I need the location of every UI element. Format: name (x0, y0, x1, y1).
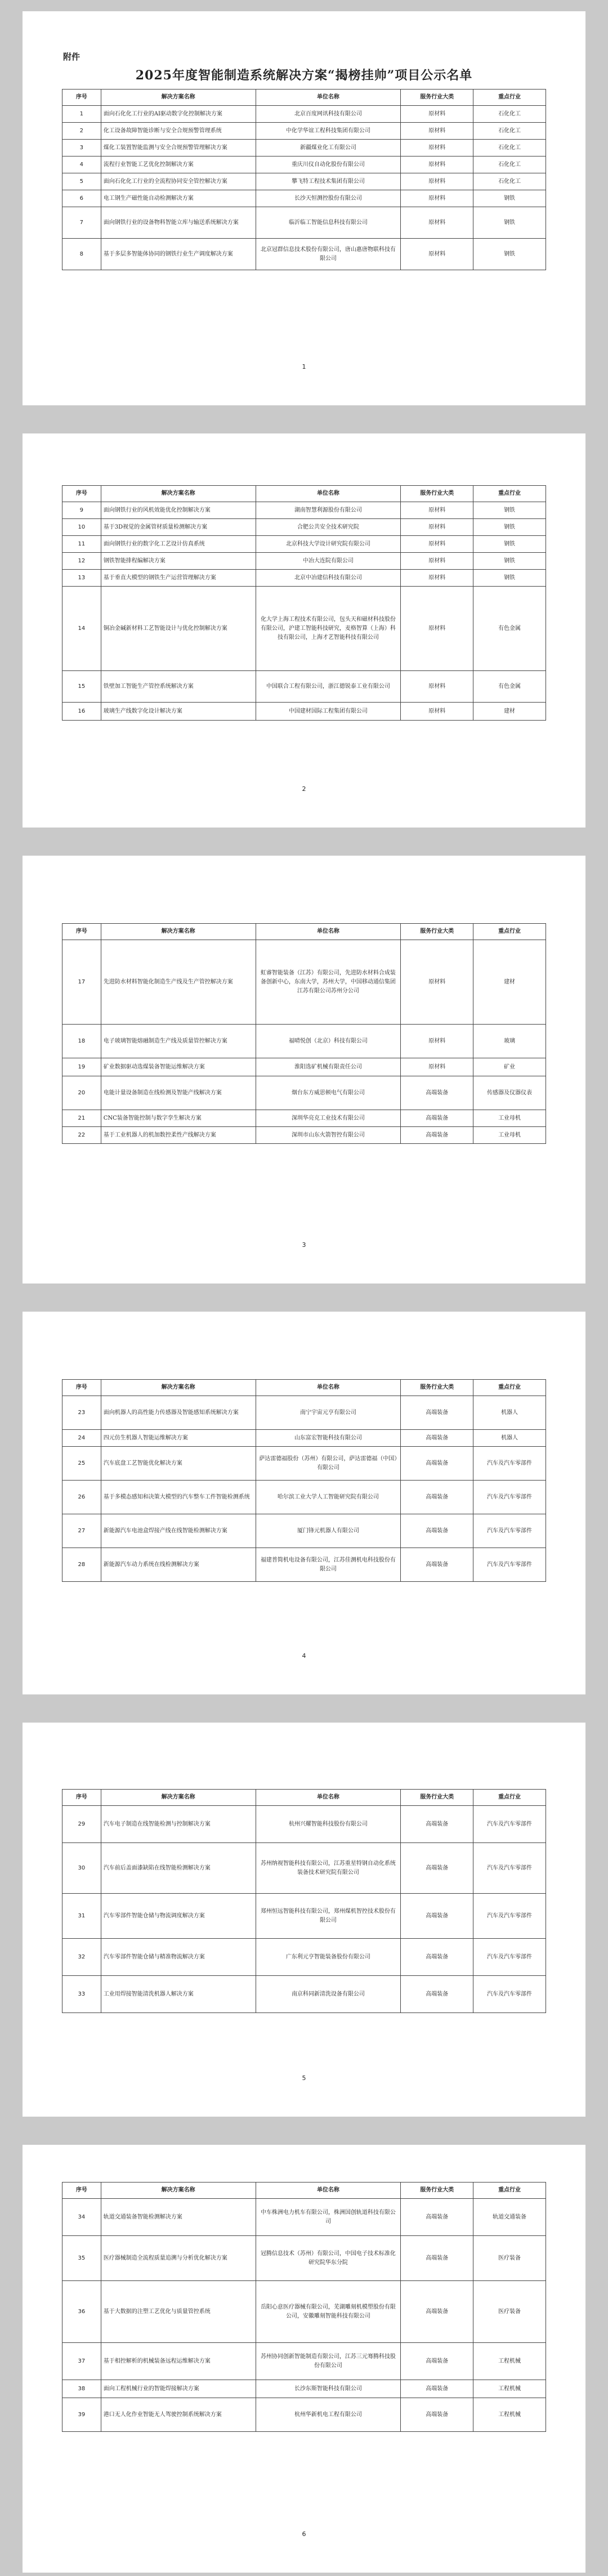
row-category: 原材料 (401, 502, 473, 519)
row-no: 18 (62, 1025, 101, 1058)
row-industry: 有色金属 (473, 671, 546, 703)
row-solution: 汽车零部件智能仓储与精准物流解决方案 (101, 1939, 256, 1976)
row-category: 高端装备 (401, 2281, 473, 2343)
row-category: 原材料 (401, 940, 473, 1025)
row-solution: 铜冶金碱新材料工艺智能设计与优化控制解决方案 (101, 587, 256, 671)
row-category: 高端装备 (401, 1548, 473, 1582)
row-solution: 煤化工装置智能监测与安全合规预警管理解决方案 (101, 140, 256, 156)
row-no: 20 (62, 1076, 101, 1110)
row-no: 25 (62, 1447, 101, 1481)
header-solution: 解决方案名称 (101, 486, 256, 502)
row-no: 12 (62, 553, 101, 570)
table-row (62, 940, 546, 1025)
row-no: 28 (62, 1548, 101, 1582)
page-number: 3 (302, 1241, 306, 1249)
row-industry: 有色金属 (473, 587, 546, 671)
table-row (62, 173, 546, 190)
row-category: 高端装备 (401, 2343, 473, 2380)
row-no: 2 (62, 123, 101, 140)
table-header-row (62, 90, 546, 106)
header-unit: 单位名称 (256, 90, 401, 106)
row-industry: 石化化工 (473, 156, 546, 173)
row-no: 22 (62, 1127, 101, 1144)
row-solution: 基于相控解析的机械装备远程运维解决方案 (101, 2343, 256, 2380)
row-solution: 电工钢生产磁性能自动检测解决方案 (101, 190, 256, 207)
row-industry: 汽车及汽车零部件 (473, 1976, 546, 2013)
row-unit: 北京冠群信息技术股份有限公司，唐山惠唐物联科技有限公司 (256, 239, 401, 270)
header-industry: 重点行业 (473, 2183, 546, 2199)
header-solution: 解决方案名称 (101, 1790, 256, 1806)
table-row (62, 1939, 546, 1976)
header-no: 序号 (62, 1380, 101, 1396)
row-category: 原材料 (401, 140, 473, 156)
table-row (62, 1058, 546, 1076)
row-unit: 深圳华亮克工业技术有限公司 (256, 1110, 401, 1127)
header-industry: 重点行业 (473, 924, 546, 940)
table-row (62, 2398, 546, 2432)
table-header-row (62, 1790, 546, 1806)
table-row (62, 2199, 546, 2236)
table-row (62, 1430, 546, 1447)
row-category: 原材料 (401, 123, 473, 140)
row-no: 36 (62, 2281, 101, 2343)
table-header-row (62, 2183, 546, 2199)
page-number: 2 (302, 785, 306, 793)
header-industry: 重点行业 (473, 1380, 546, 1396)
table-row (62, 1025, 546, 1058)
row-no: 39 (62, 2398, 101, 2432)
row-category: 原材料 (401, 207, 473, 239)
row-solution: 玻璃生产线数字化设计解决方案 (101, 703, 256, 721)
row-industry: 汽车及汽车零部件 (473, 1939, 546, 1976)
row-solution: 铁壁加工智能生产管控系统解决方案 (101, 671, 256, 703)
row-unit: 广东利元亨智能装备股份有限公司 (256, 1939, 401, 1976)
table-row (62, 502, 546, 519)
row-solution: 流程行业智能工艺优化控制解决方案 (101, 156, 256, 173)
row-unit: 深圳市山东火箭智控有限公司 (256, 1127, 401, 1144)
row-industry: 汽车及汽车零部件 (473, 1548, 546, 1582)
table-header-row (62, 486, 546, 502)
row-unit: 新疆煤业化工有限公司 (256, 140, 401, 156)
row-solution: 面向石化化工行业的全流程协同安全管控解决方案 (101, 173, 256, 190)
row-solution: 电子玻璃智能熔融制造生产线及质量管控解决方案 (101, 1025, 256, 1058)
row-industry: 石化化工 (473, 106, 546, 123)
document-page-3 (23, 856, 585, 1283)
table-row (62, 1076, 546, 1110)
row-category: 高端装备 (401, 1447, 473, 1481)
row-industry: 工业母机 (473, 1127, 546, 1144)
row-category: 高端装备 (401, 2199, 473, 2236)
header-solution: 解决方案名称 (101, 2183, 256, 2199)
row-category: 高端装备 (401, 1514, 473, 1548)
table-row (62, 123, 546, 140)
table-row (62, 570, 546, 587)
header-solution: 解决方案名称 (101, 924, 256, 940)
row-no: 35 (62, 2236, 101, 2281)
row-unit: 北京中冶建信科技有限公司 (256, 570, 401, 587)
table-row (62, 553, 546, 570)
row-industry: 钢铁 (473, 190, 546, 207)
row-unit: 北京科技大学设计研究院有限公司 (256, 536, 401, 553)
project-table-page-6 (62, 2182, 546, 2432)
row-industry: 工程机械 (473, 2380, 546, 2398)
row-unit: 重庆川仪自动化股份有限公司 (256, 156, 401, 173)
row-solution: 面向石化化工行业的AI驱动数字化控制解决方案 (101, 106, 256, 123)
row-industry: 汽车及汽车零部件 (473, 1514, 546, 1548)
row-industry: 传感器及仪器仪表 (473, 1076, 546, 1110)
row-no: 24 (62, 1430, 101, 1447)
row-unit: 福晴悦创（北京）科技有限公司 (256, 1025, 401, 1058)
row-no: 7 (62, 207, 101, 239)
row-unit: 杭州兴耀智能科技股份有限公司 (256, 1806, 401, 1843)
row-category: 原材料 (401, 570, 473, 587)
row-industry: 钢铁 (473, 502, 546, 519)
row-industry: 钢铁 (473, 207, 546, 239)
document-page-4 (23, 1312, 585, 1694)
row-unit: 哈尔滨工业大学人工智能研究院有限公司 (256, 1481, 401, 1514)
header-category: 服务行业大类 (401, 924, 473, 940)
row-category: 原材料 (401, 156, 473, 173)
table-row (62, 2281, 546, 2343)
header-unit: 单位名称 (256, 2183, 401, 2199)
project-table-page-2 (62, 485, 546, 721)
row-no: 14 (62, 587, 101, 671)
row-no: 31 (62, 1894, 101, 1939)
row-industry: 钢铁 (473, 239, 546, 270)
table-row (62, 2343, 546, 2380)
table-row (62, 519, 546, 536)
row-industry: 机器人 (473, 1430, 546, 1447)
row-category: 高端装备 (401, 2236, 473, 2281)
row-solution: 面向钢铁行业的设备物料智能立库与输送系统解决方案 (101, 207, 256, 239)
project-table-page-5 (62, 1789, 546, 2013)
row-industry: 矿业 (473, 1058, 546, 1076)
attachment-label: 附件 (63, 52, 81, 62)
header-unit: 单位名称 (256, 486, 401, 502)
row-unit: 中化学华谊工程科技集团有限公司 (256, 123, 401, 140)
row-unit: 中冶大连院有限公司 (256, 553, 401, 570)
row-no: 9 (62, 502, 101, 519)
row-solution: 汽车电子制造在线智能检测与控制解决方案 (101, 1806, 256, 1843)
page-number: 1 (302, 363, 306, 370)
row-industry: 钢铁 (473, 553, 546, 570)
document-title: 2025年度智能制造系统解决方案“揭榜挂帅”项目公示名单 (135, 68, 473, 83)
header-unit: 单位名称 (256, 1790, 401, 1806)
table-row (62, 1110, 546, 1127)
header-no: 序号 (62, 1790, 101, 1806)
row-industry: 石化化工 (473, 140, 546, 156)
row-industry: 建材 (473, 703, 546, 721)
row-category: 原材料 (401, 106, 473, 123)
row-solution: 工业用焊接智能清洗机器人解决方案 (101, 1976, 256, 2013)
header-no: 序号 (62, 486, 101, 502)
row-unit: 苏州纳视智能科技有限公司，江苏重星特钢自动化系统装备技术研究院有限公司 (256, 1843, 401, 1894)
row-no: 30 (62, 1843, 101, 1894)
row-solution: 四元仿生机器人智能运维解决方案 (101, 1430, 256, 1447)
row-no: 23 (62, 1396, 101, 1430)
row-industry: 玻璃 (473, 1025, 546, 1058)
row-solution: 汽车前后盖面漆缺陷在线智能检测解决方案 (101, 1843, 256, 1894)
table-row (62, 2236, 546, 2281)
row-solution: 基于多层多智能体协同的钢铁行业生产调度解决方案 (101, 239, 256, 270)
header-no: 序号 (62, 2183, 101, 2199)
header-category: 服务行业大类 (401, 1790, 473, 1806)
row-no: 27 (62, 1514, 101, 1548)
document-page-5 (23, 1723, 585, 2117)
row-industry: 汽车及汽车零部件 (473, 1894, 546, 1939)
header-category: 服务行业大类 (401, 2183, 473, 2199)
page-number: 6 (302, 2530, 306, 2538)
header-industry: 重点行业 (473, 1790, 546, 1806)
row-no: 13 (62, 570, 101, 587)
row-category: 原材料 (401, 671, 473, 703)
row-unit: 长沙天恒测控股份有限公司 (256, 190, 401, 207)
header-unit: 单位名称 (256, 924, 401, 940)
row-unit: 中国联合工程有限公司，浙江德锐泰工业有限公司 (256, 671, 401, 703)
table-row (62, 1396, 546, 1430)
row-industry: 工程机械 (473, 2398, 546, 2432)
row-unit: 冠腾信息技术（苏州）有限公司，中国电子技术标准化研究院华东分院 (256, 2236, 401, 2281)
row-unit: 郑州恒远智能科技有限公司，郑州煤机智控技术股份有限公司 (256, 1894, 401, 1939)
row-category: 原材料 (401, 519, 473, 536)
row-no: 8 (62, 239, 101, 270)
row-industry: 钢铁 (473, 570, 546, 587)
table-row (62, 140, 546, 156)
row-unit: 化大学上海工程技术有限公司，包头天和磁材科技股份有限公司，沪建工智能科技研究，麦格智算（上海）科技有限公司，上海才艺智能科技有限公司 (256, 587, 401, 671)
table-row (62, 1481, 546, 1514)
row-unit: 山东富宏智能科技有限公司 (256, 1430, 401, 1447)
row-solution: CNC装备智能控制与数字孪生解决方案 (101, 1110, 256, 1127)
header-industry: 重点行业 (473, 486, 546, 502)
row-industry: 钢铁 (473, 536, 546, 553)
row-no: 16 (62, 703, 101, 721)
row-no: 32 (62, 1939, 101, 1976)
row-category: 原材料 (401, 587, 473, 671)
row-solution: 面向钢铁行业的风机效能优化控制解决方案 (101, 502, 256, 519)
row-category: 高端装备 (401, 2380, 473, 2398)
row-no: 19 (62, 1058, 101, 1076)
row-category: 原材料 (401, 703, 473, 721)
row-industry: 石化化工 (473, 173, 546, 190)
row-solution: 化工设备故障智能诊断与安全合规预警管理系统 (101, 123, 256, 140)
row-category: 高端装备 (401, 1481, 473, 1514)
table-row (62, 536, 546, 553)
header-category: 服务行业大类 (401, 90, 473, 106)
row-industry: 石化化工 (473, 123, 546, 140)
row-solution: 港口无人化作业智能无人驾驶控制系统解决方案 (101, 2398, 256, 2432)
row-category: 高端装备 (401, 1127, 473, 1144)
row-category: 原材料 (401, 553, 473, 570)
header-solution: 解决方案名称 (101, 90, 256, 106)
page-number: 4 (302, 1652, 306, 1660)
row-unit: 岳阳心意医疗器械有限公司，芜湖雕刻机模塑股份有限公司，安徽雕刻智能科技有限公司 (256, 2281, 401, 2343)
row-unit: 中车株洲电力机车有限公司，株洲国创轨道科技有限公司 (256, 2199, 401, 2236)
row-no: 38 (62, 2380, 101, 2398)
row-solution: 基于3D视觉的金属管材质量检测解决方案 (101, 519, 256, 536)
row-unit: 萨达雷德福股份（苏州）有限公司，萨达雷德福（中国）有限公司 (256, 1447, 401, 1481)
row-no: 1 (62, 106, 101, 123)
row-solution: 新能源汽车动力系统在线检测解决方案 (101, 1548, 256, 1582)
row-solution: 钢铁智能排程编解决方案 (101, 553, 256, 570)
header-unit: 单位名称 (256, 1380, 401, 1396)
row-industry: 汽车及汽车零部件 (473, 1843, 546, 1894)
page-number: 5 (302, 2074, 306, 2082)
row-solution: 汽车底盘工艺智能优化解决方案 (101, 1447, 256, 1481)
document-page-6 (23, 2145, 585, 2573)
table-row (62, 2380, 546, 2398)
row-industry: 医疗装备 (473, 2281, 546, 2343)
row-unit: 合肥公共安全技术研究院 (256, 519, 401, 536)
row-solution: 电能计量设备制造在线检测及智能产线解决方案 (101, 1076, 256, 1110)
header-category: 服务行业大类 (401, 486, 473, 502)
row-category: 高端装备 (401, 1806, 473, 1843)
row-category: 原材料 (401, 1058, 473, 1076)
table-row (62, 1843, 546, 1894)
row-category: 高端装备 (401, 1843, 473, 1894)
row-industry: 汽车及汽车零部件 (473, 1447, 546, 1481)
row-industry: 轨道交通装备 (473, 2199, 546, 2236)
row-unit: 福建普简机电设备有限公司，江苏佳测机电科技股份有限公司 (256, 1548, 401, 1582)
row-category: 原材料 (401, 190, 473, 207)
row-solution: 基于大数据的注塑工艺优化与质量管控系统 (101, 2281, 256, 2343)
table-row (62, 190, 546, 207)
header-no: 序号 (62, 90, 101, 106)
row-category: 高端装备 (401, 1894, 473, 1939)
document-page-2 (23, 433, 585, 828)
row-category: 高端装备 (401, 1396, 473, 1430)
row-unit: 虹睿智能装备（江苏）有限公司，先进防水材料合成装备创新中心，东南大学，苏州大学，中国移动通信集团江苏有限公司苏州分公司 (256, 940, 401, 1025)
table-row (62, 587, 546, 671)
table-row (62, 239, 546, 270)
row-no: 21 (62, 1110, 101, 1127)
row-no: 34 (62, 2199, 101, 2236)
row-unit: 南宁宇宙元亨有限公司 (256, 1396, 401, 1430)
row-industry: 工业母机 (473, 1110, 546, 1127)
table-header-row (62, 924, 546, 940)
row-industry: 机器人 (473, 1396, 546, 1430)
row-category: 高端装备 (401, 2398, 473, 2432)
table-row (62, 1806, 546, 1843)
row-no: 5 (62, 173, 101, 190)
row-solution: 轨道交通装备智能检测解决方案 (101, 2199, 256, 2236)
project-table-page-1 (62, 89, 546, 270)
header-industry: 重点行业 (473, 90, 546, 106)
header-solution: 解决方案名称 (101, 1380, 256, 1396)
row-industry: 建材 (473, 940, 546, 1025)
project-table-page-4 (62, 1379, 546, 1582)
row-no: 6 (62, 190, 101, 207)
row-solution: 面向机器人的高性能力传感器及智能感知系统解决方案 (101, 1396, 256, 1430)
row-unit: 南京科同新清洗设备有限公司 (256, 1976, 401, 2013)
row-solution: 基于垂直大模型的钢铁生产运营管理解决方案 (101, 570, 256, 587)
row-unit: 湖南智慧利源股份有限公司 (256, 502, 401, 519)
row-unit: 厦门锋元机器人有限公司 (256, 1514, 401, 1548)
row-solution: 基于工业机器人的机加数控柔性产线解决方案 (101, 1127, 256, 1144)
table-row (62, 1548, 546, 1582)
row-category: 原材料 (401, 1025, 473, 1058)
row-category: 原材料 (401, 239, 473, 270)
row-unit: 杭州华新机电工程有限公司 (256, 2398, 401, 2432)
row-unit: 烟台东方威思顿电气有限公司 (256, 1076, 401, 1110)
row-solution: 汽车零部件智能仓储与物流调度解决方案 (101, 1894, 256, 1939)
row-no: 37 (62, 2343, 101, 2380)
row-category: 高端装备 (401, 1939, 473, 1976)
table-row (62, 1976, 546, 2013)
header-category: 服务行业大类 (401, 1380, 473, 1396)
row-category: 高端装备 (401, 1430, 473, 1447)
project-table-page-3 (62, 923, 546, 1144)
row-no: 10 (62, 519, 101, 536)
row-unit: 苏州协同创新智能制造有限公司，江苏三元骞腾科技股份有限公司 (256, 2343, 401, 2380)
row-unit: 临沂临工智能信息科技有限公司 (256, 207, 401, 239)
row-category: 原材料 (401, 536, 473, 553)
table-row (62, 1127, 546, 1144)
row-no: 15 (62, 671, 101, 703)
table-row (62, 703, 546, 721)
row-no: 17 (62, 940, 101, 1025)
row-no: 26 (62, 1481, 101, 1514)
row-unit: 淮阳选矿机械有限责任公司 (256, 1058, 401, 1076)
table-header-row (62, 1380, 546, 1396)
row-unit: 北京百度网讯科技有限公司 (256, 106, 401, 123)
table-row (62, 156, 546, 173)
table-row (62, 671, 546, 703)
document-page-1 (23, 11, 585, 405)
table-row (62, 1447, 546, 1481)
table-row (62, 1514, 546, 1548)
row-unit: 中国建材国际工程集团有限公司 (256, 703, 401, 721)
row-category: 高端装备 (401, 1976, 473, 2013)
table-row (62, 1894, 546, 1939)
row-category: 高端装备 (401, 1110, 473, 1127)
row-solution: 先进防水材料智能化制造生产线及生产管控解决方案 (101, 940, 256, 1025)
row-solution: 面向钢铁行业的数字化工艺设计仿真系统 (101, 536, 256, 553)
row-no: 11 (62, 536, 101, 553)
row-solution: 医疗器械制造全流程质量追溯与分析优化解决方案 (101, 2236, 256, 2281)
table-row (62, 207, 546, 239)
row-solution: 矿业数据驱动选煤装备智能运维解决方案 (101, 1058, 256, 1076)
table-row (62, 106, 546, 123)
row-industry: 医疗装备 (473, 2236, 546, 2281)
header-no: 序号 (62, 924, 101, 940)
row-category: 高端装备 (401, 1076, 473, 1110)
row-category: 原材料 (401, 173, 473, 190)
row-no: 3 (62, 140, 101, 156)
row-solution: 基于多模态感知和决策大模型的汽车整车工件智能检测系统 (101, 1481, 256, 1514)
row-no: 29 (62, 1806, 101, 1843)
row-industry: 汽车及汽车零部件 (473, 1481, 546, 1514)
row-solution: 面向工程机械行业的智能焊接解决方案 (101, 2380, 256, 2398)
row-industry: 工程机械 (473, 2343, 546, 2380)
row-industry: 钢铁 (473, 519, 546, 536)
row-no: 4 (62, 156, 101, 173)
row-industry: 汽车及汽车零部件 (473, 1806, 546, 1843)
row-no: 33 (62, 1976, 101, 2013)
row-unit: 攀飞特工程技术集团有限公司 (256, 173, 401, 190)
row-solution: 新能源汽车电池盒焊接产线在线智能检测解决方案 (101, 1514, 256, 1548)
row-unit: 长沙东斯智能科技有限公司 (256, 2380, 401, 2398)
